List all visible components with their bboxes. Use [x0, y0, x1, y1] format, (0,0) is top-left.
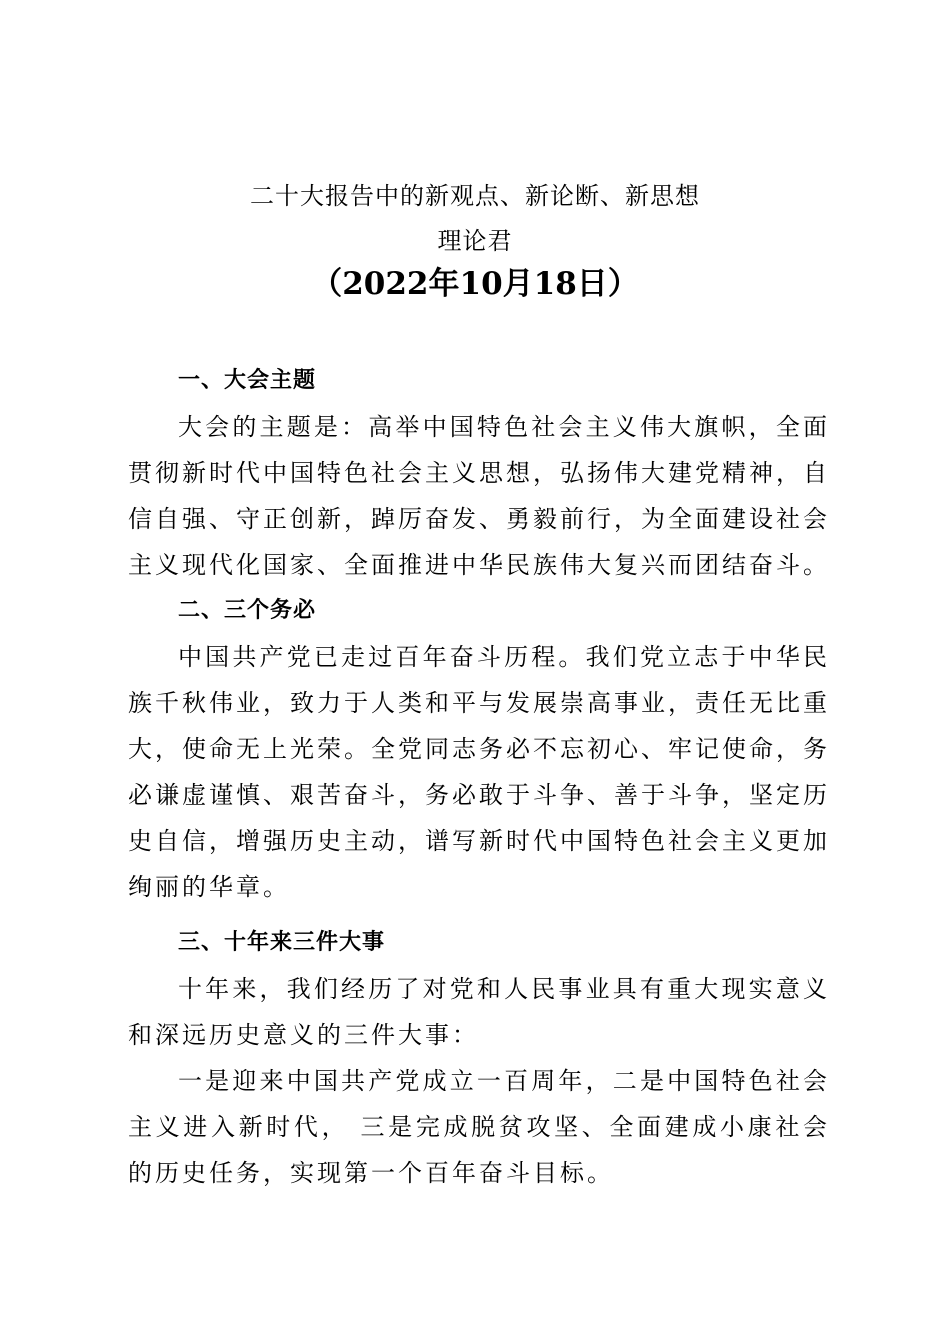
section-heading: 一、大会主题	[178, 368, 317, 393]
section-gap	[128, 910, 830, 920]
section-heading: 二、三个务必	[178, 598, 317, 623]
section-2	[128, 588, 830, 910]
section-heading: 三、十年来三件大事	[178, 930, 386, 955]
paragraph: 中国共产党已走过百年奋斗历程。我们党立志于中华民族千秋伟业，致力于人类和平与发展崇高事业，责任无比重大，使命无上光荣。全党同志务必不忘初心、牢记使命，务必谦虚谨慎、艰苦奋斗，务必敢于斗争、善于斗争，坚定历史自信，增强历史主动，谱写新时代中国特色社会主义更加绚丽的华章。	[128, 643, 830, 901]
section-3	[128, 920, 830, 1196]
paragraph: 一是迎来中国共产党成立一百周年，二是中国特色社会主义进入新时代， 三是完成脱贫攻坚、全面建成小康社会的历史任务，实现第一个百年奋斗目标。	[128, 1067, 830, 1187]
document-author: 理论君	[437, 227, 513, 255]
document-date: （2022年10月18日）	[311, 266, 639, 302]
paragraph: 大会的主题是：高举中国特色社会主义伟大旗帜，全面贯彻新时代中国特色社会主义思想，弘扬伟大建党精神，自信自强、守正创新，踔厉奋发、勇毅前行，为全面建设社会主义现代化国家、全面推进中华民族伟大复兴而团结奋斗。	[128, 413, 830, 579]
section-1	[128, 358, 830, 588]
paragraph: 十年来，我们经历了对党和人民事业具有重大现实意义和深远历史意义的三件大事：	[128, 975, 830, 1049]
document-body	[128, 358, 830, 1196]
document-title: 二十大报告中的新观点、新论断、新思想	[250, 182, 700, 210]
